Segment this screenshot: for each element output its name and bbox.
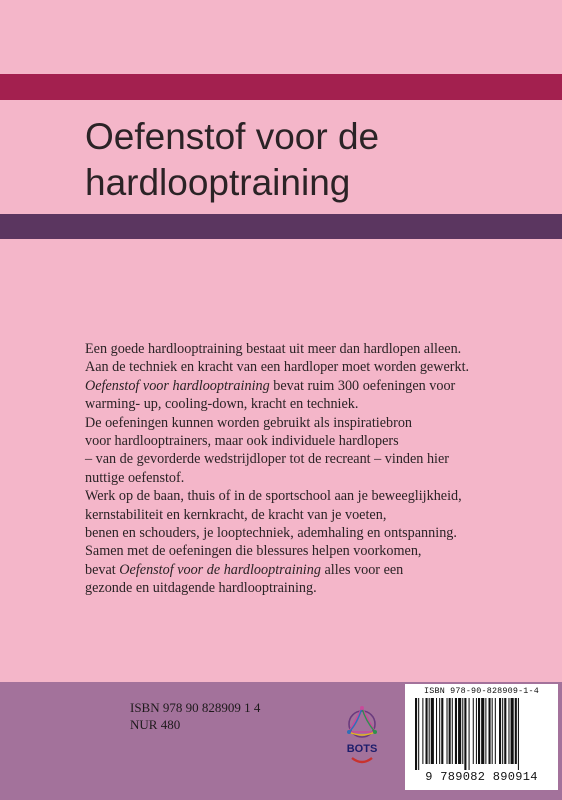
middle-color-band — [0, 214, 562, 239]
blurb-text — [85, 340, 555, 598]
blurb-line: gezonde en uitdagende hardlooptraining. — [85, 580, 317, 597]
barcode-bar — [485, 698, 486, 764]
blurb-line: Oefenstof voor hardlooptraining bevat ruim 300 oefeningen voor — [85, 377, 456, 394]
title-line-2: hardlooptraining — [85, 162, 351, 203]
barcode-bar — [441, 698, 443, 764]
barcode-digits: 9 789082 890914 — [425, 770, 538, 784]
barcode-bars — [415, 698, 549, 770]
barcode-bar — [478, 698, 480, 764]
blurb-line: voor hardlooptrainers, maar ook individuele hardlopers — [85, 433, 399, 450]
barcode-bar — [447, 698, 448, 764]
title-line-1: Oefenstof voor de — [85, 116, 380, 157]
blurb-line: – van de gevorderde wedstrijdloper tot de recreant – vinden hier — [85, 451, 450, 468]
blurb-line: Werk op de baan, thuis of in de sportschool aan je beweeglijkheid, — [85, 488, 462, 505]
logo-text: BOTS — [346, 743, 378, 755]
barcode-bar — [449, 698, 451, 764]
barcode-bar — [489, 698, 491, 764]
barcode-bar — [476, 698, 477, 764]
barcode-bar — [439, 698, 440, 764]
barcode — [405, 684, 558, 790]
barcode-bar — [452, 698, 453, 764]
barcode-bar — [462, 698, 463, 764]
barcode-bar — [511, 698, 514, 764]
bots-publisher-logo — [343, 702, 381, 770]
barcode-bar — [458, 698, 461, 764]
barcode-bar — [429, 698, 430, 764]
barcode-bar — [502, 698, 503, 764]
barcode-bar — [422, 698, 423, 764]
barcode-bar — [431, 698, 434, 764]
barcode-bar — [504, 698, 506, 764]
barcode-isbn-label: ISBN 978-90-828909-1-4 — [424, 686, 539, 696]
barcode-bar — [492, 698, 493, 764]
blurb-line: Samen met de oefeningen die blessures helpen voorkomen, — [85, 543, 422, 560]
barcode-bar — [469, 698, 470, 770]
book-title-italic: Oefenstof voor hardlooptraining — [85, 377, 270, 394]
barcode-bar — [418, 698, 419, 770]
barcode-bar — [426, 698, 428, 764]
blurb-line: Een goede hardlooptraining bestaat uit meer dan hardlopen alleen. — [85, 341, 462, 357]
blurb-line: kernstabiliteit en kernkracht, de kracht van je voeten, — [85, 506, 387, 523]
barcode-bar — [481, 698, 484, 764]
barcode-bar — [415, 698, 417, 770]
book-title — [85, 114, 545, 206]
blurb-line: nuttige oefenstof. — [85, 469, 185, 486]
nur-code: NUR 480 — [130, 717, 181, 732]
blurb-line: De oefeningen kunnen worden gebruikt als inspiratiebron — [85, 414, 413, 431]
barcode-bar — [495, 698, 496, 764]
barcode-bar — [515, 698, 517, 764]
book-title-italic: Oefenstof voor de hardlooptraining — [119, 561, 321, 578]
barcode-bar — [455, 698, 457, 764]
blurb-line: Aan de techniek en kracht van een hardloper moet worden gewerkt. — [85, 359, 470, 376]
barcode-bar — [464, 698, 466, 770]
top-color-band — [0, 74, 562, 100]
barcode-bar — [499, 698, 501, 764]
barcode-bar — [473, 698, 474, 764]
barcode-bar — [508, 698, 509, 764]
blurb-line: bevat Oefenstof voor de hardlooptraining alles voor een — [85, 561, 404, 578]
isbn-number: ISBN 978 90 828909 1 4 — [130, 700, 261, 715]
isbn-block — [130, 699, 260, 733]
barcode-bar — [436, 698, 437, 764]
blurb-line: benen en schouders, je looptechniek, ademhaling en ontspanning. — [85, 525, 457, 542]
blurb-line: warming- up, cooling-down, kracht en techniek. — [85, 396, 359, 413]
barcode-bar — [518, 698, 519, 770]
